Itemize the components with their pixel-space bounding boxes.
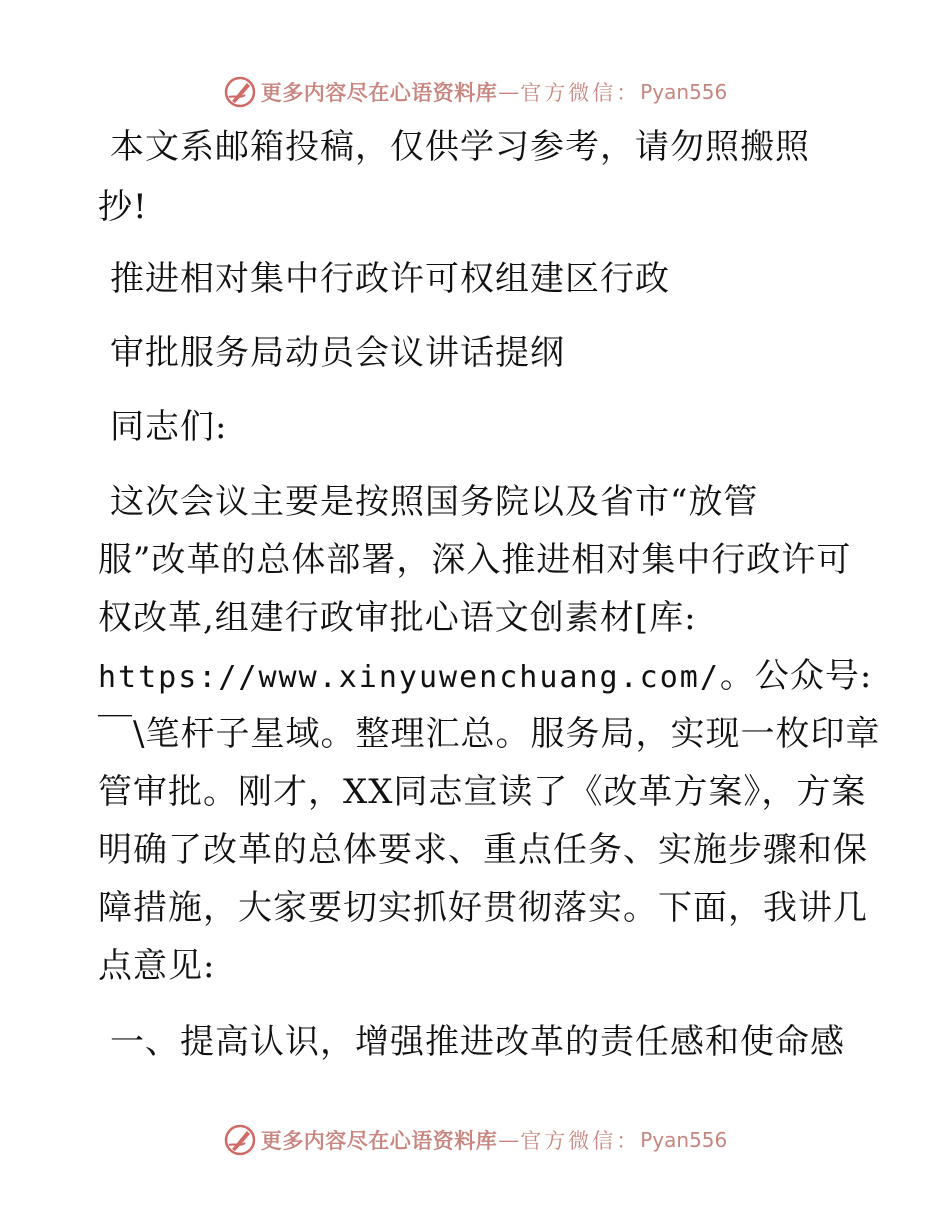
public-account-label: 。公众号: (719, 656, 873, 696)
watermark-wechat-label: 官方微信： (520, 1129, 641, 1153)
watermark-dash: — (498, 80, 520, 104)
body-line: 这次会议主要是按照国务院以及省市“放管 (110, 482, 759, 522)
title-line-1: 推进相对集中行政许可权组建区行政 (110, 259, 670, 299)
salutation: 同志们: (110, 407, 228, 447)
body-line: 明确了改革的总体要求、重点任务、实施步骤和保 (98, 830, 868, 870)
watermark-header (0, 72, 950, 112)
notice-line-1: 本文系邮箱投稿，仅供学习参考，请勿照搬照 (110, 127, 810, 167)
watermark-site-name: 更多内容尽在心语资料库 (260, 80, 498, 105)
body-line: 障措施，大家要切实抓好贯彻落实。下面，我讲几 (98, 888, 868, 928)
body-line: 点意见: (98, 946, 216, 986)
body-line (98, 656, 873, 696)
quill-logo-icon (223, 1123, 257, 1157)
body-line: 管审批。刚才，XX同志宣读了《改革方案》，方案 (98, 772, 867, 812)
watermark-dash: — (498, 1128, 520, 1152)
body-line: 权改革,组建行政审批心语文创素材[库: (98, 598, 697, 638)
notice-line-2: 抄! (98, 187, 148, 227)
body-line: 服”改革的总体部署，深入推进相对集中行政许可 (98, 540, 852, 580)
watermark-wechat-label: 官方微信： (520, 81, 641, 105)
watermark-footer (0, 1120, 950, 1160)
body-line: ￣\笔杆子星域。整理汇总。服务局，实现一枚印章 (98, 714, 881, 754)
watermark-wechat-id: Pyan556 (640, 80, 728, 104)
quill-logo-icon (223, 75, 257, 109)
url-text: https://www.xinyuwenchuang.com/ (98, 660, 720, 695)
watermark-wechat-id: Pyan556 (640, 1128, 728, 1152)
title-line-2: 审批服务局动员会议讲话提纲 (110, 333, 565, 373)
watermark-site-name: 更多内容尽在心语资料库 (260, 1128, 498, 1153)
section-heading: 一、提高认识，增强推进改革的责任感和使命感 (110, 1022, 845, 1062)
